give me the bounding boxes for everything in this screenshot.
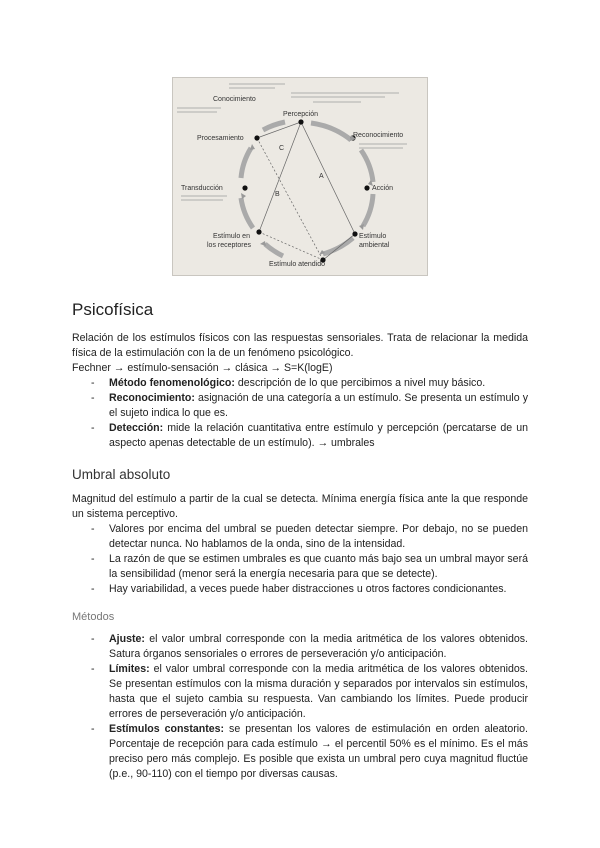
- item-term: Detección:: [109, 422, 164, 434]
- label-atendido: Estímulo atendido: [269, 261, 326, 268]
- list-item: - Detección: mide la relación cuantitativa entre estímulo y percepción (percatarse de un aspecto apenas detectable de un estímulo). → umbrales: [91, 422, 528, 449]
- region-a: A: [319, 173, 324, 180]
- heading-umbral-absoluto: Umbral absoluto: [72, 467, 171, 482]
- arc-percepcion-reconocimiento: [311, 123, 351, 140]
- fechner-line: Fechner → estímulo-sensación → clásica → S=K(logE): [72, 362, 333, 374]
- item-term: Estímulos constantes:: [109, 723, 225, 735]
- arc-accion-ambiental: [363, 194, 373, 226]
- item-text: Valores por encima del umbral se pueden detectar siempre. Por debajo, no se pueden detectar nunca. No hablamos de la onda, sino de la intensidad.: [109, 523, 528, 550]
- arc-transduccion-procesamiento: [241, 148, 251, 178]
- line-dashed-3: [323, 234, 355, 260]
- item-text: se presentan los valores de estimulación en orden aleatorio. Porcentaje de recepción para cada estímulo → el percentil 50% es el mínimo. Es el más preciso pero más complejo. Es posible que exista un umbral pero cuya magnitud fluctúe (p.e., 90-110) con el tiempo por diversas causas.: [109, 723, 528, 780]
- line-dashed-1: [257, 138, 323, 260]
- item-text: Hay variabilidad, a veces puede haber distracciones u otros factores condicionantes.: [109, 583, 507, 595]
- label-ambiental-2: ambiental: [359, 242, 390, 249]
- item-term: Límites:: [109, 663, 150, 675]
- list-item: - Valores por encima del umbral se pueden detectar siempre. Por debajo, no se pueden detectar nunca. No hablamos de la onda, sino de la intensidad.: [91, 523, 528, 550]
- label-percepcion: Percepción: [283, 111, 319, 118]
- list-item: - Hay variabilidad, a veces puede haber distracciones u otros factores condicionantes.: [91, 583, 507, 595]
- node-procesamiento: [254, 135, 259, 140]
- node-accion: [364, 185, 369, 190]
- label-transduccion: Transducción: [181, 185, 223, 192]
- item-text: La razón de que se estimen umbrales es que cuanto más bajo sea un umbral mayor será la sensibilidad (menor será la energía necesaria para que se detecte).: [109, 553, 528, 580]
- item-term: Reconocimiento:: [109, 392, 195, 404]
- label-reconocimiento: Reconocimiento: [353, 132, 404, 139]
- arc-ambiental-atendido: [323, 238, 353, 254]
- list-item: - Estímulos constantes: se presentan los valores de estimulación en orden aleatorio. Porcentaje de recepción para cada estímulo → el percentil 50% es el mínimo. Es el más preciso pero más complejo. Es posible que exista un umbral pero cuya magnitud fluctúe (p.e., 90-110) con el tiempo por diversas causas.: [91, 723, 528, 780]
- label-procesamiento: Procesamiento: [197, 135, 244, 142]
- item-text: mide la relación cuantitativa entre estímulo y percepción (percatarse de un aspecto apenas detectable de un estímulo). → umbrales: [109, 422, 528, 449]
- node-ambiental: [352, 231, 357, 236]
- arc-reconocimiento-accion: [361, 150, 373, 182]
- umbral-list: [72, 522, 528, 597]
- psicofisica-intro: Relación de los estímulos físicos con las respuestas sensoriales. Trata de relacionar la medida física de la estimulación con la de un fenómeno psicológico.: [72, 332, 528, 359]
- umbral-intro: Magnitud del estímulo a partir de la cual se detecta. Mínima energía física ante la que responde un sistema perceptivo.: [72, 493, 528, 520]
- heading-metodos: Métodos: [72, 611, 115, 623]
- psicofisica-list: [72, 376, 528, 451]
- metodos-list: [72, 632, 528, 782]
- label-receptores-2: los receptores: [207, 242, 251, 249]
- region-b: B: [275, 191, 280, 198]
- item-text: asignación de una categoría a un estímulo. Se presenta un estímulo y el sujeto indica lo que es.: [109, 392, 528, 419]
- item-text: descripción de lo que percibimos a nivel muy básico.: [234, 377, 486, 389]
- item-term: Método fenomenológico:: [109, 377, 235, 389]
- node-transduccion: [242, 185, 247, 190]
- list-item: - Reconocimiento: asignación de una categoría a un estímulo. Se presenta un estímulo y el sujeto indica lo que es.: [91, 392, 528, 419]
- region-c: C: [279, 145, 285, 152]
- perceptual-process-figure: [172, 77, 428, 276]
- label-accion: Acción: [372, 185, 394, 192]
- list-item: - Método fenomenológico: descripción de lo que percibimos a nivel muy básico.: [91, 377, 486, 389]
- list-item: - La razón de que se estimen umbrales es que cuanto más bajo sea un umbral mayor será la sensibilidad (menor será la energía necesaria para que se detecte).: [91, 553, 528, 580]
- item-term: Ajuste:: [109, 633, 145, 645]
- list-item: - Ajuste: el valor umbral corresponde con la media aritmética de los valores obtenidos. Satura órganos sensoriales o errores de perseveración y/o anticipación.: [91, 633, 528, 660]
- document-body: [72, 300, 528, 782]
- label-ambiental-1: Estímulo: [359, 233, 387, 240]
- process-cycle-diagram: [173, 78, 427, 275]
- heading-psicofisica: Psicofísica: [72, 300, 154, 319]
- node-percepcion: [298, 119, 303, 124]
- label-conocimiento: Conocimiento: [213, 96, 256, 103]
- line-b: [259, 122, 301, 232]
- label-receptores-1: Estímulo en: [213, 233, 250, 240]
- item-text: el valor umbral corresponde con la media aritmética de los valores obtenidos. Se presentan estímulos con la misma duración y separados por intervalos sin estímulos, hasta que el sujeto cambia su respuesta. Van cambiando los límites. Puede producir errores de perseveración y/o anticipación.: [109, 663, 528, 720]
- arc-atendido-receptores: [265, 244, 283, 256]
- node-receptores: [256, 229, 261, 234]
- list-item: - Límites: el valor umbral corresponde con la media aritmética de los valores obtenidos. Se presentan estímulos con la misma duración y separados por intervalos sin estímulos, hasta que el sujeto cambia su respuesta. Van cambiando los límites. Puede producir errores de perseveración y/o anticipación.: [91, 663, 528, 720]
- arc-receptores-transduccion: [241, 198, 253, 228]
- item-text: el valor umbral corresponde con la media aritmética de los valores obtenidos. Satura órganos sensoriales o errores de perseveración y/o anticipación.: [109, 633, 528, 660]
